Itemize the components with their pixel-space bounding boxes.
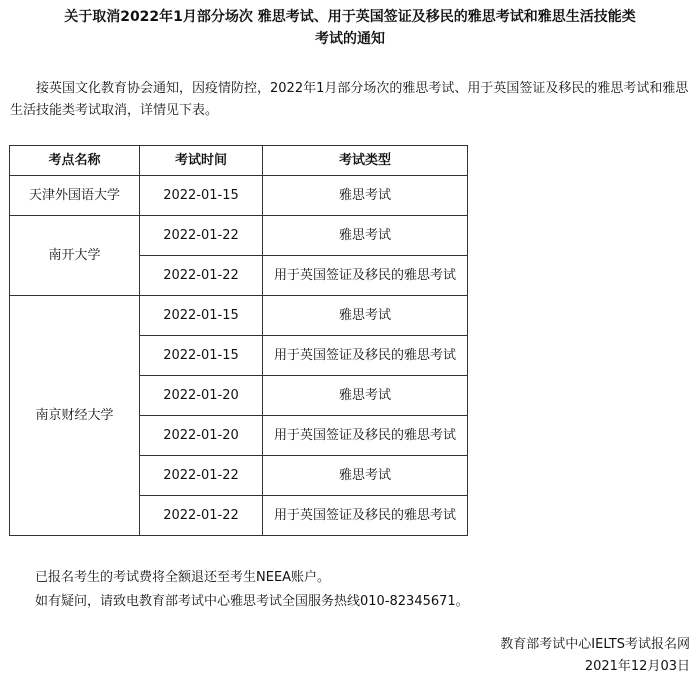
refund-note: 已报名考生的考试费将全额退还至考生NEEA账户。 bbox=[35, 570, 331, 585]
notice-title bbox=[10, 6, 690, 50]
type-cell: 雅思考试 bbox=[263, 176, 468, 216]
type-cell: 雅思考试 bbox=[263, 296, 468, 336]
date-cell: 2022-01-22 bbox=[140, 496, 263, 536]
type-cell: 用于英国签证及移民的雅思考试 bbox=[263, 256, 468, 296]
header-date: 考试时间 bbox=[140, 146, 263, 176]
date-cell: 2022-01-15 bbox=[140, 336, 263, 376]
venue-cell: 天津外国语大学 bbox=[10, 176, 140, 216]
type-cell: 雅思考试 bbox=[263, 216, 468, 256]
table-row bbox=[10, 296, 468, 336]
date-cell: 2022-01-20 bbox=[140, 376, 263, 416]
table-row bbox=[10, 216, 468, 256]
date-cell: 2022-01-22 bbox=[140, 256, 263, 296]
type-cell: 用于英国签证及移民的雅思考试 bbox=[263, 416, 468, 456]
date-cell: 2022-01-22 bbox=[140, 216, 263, 256]
table-header-row bbox=[10, 146, 468, 176]
date-cell: 2022-01-20 bbox=[140, 416, 263, 456]
venue-cell: 南京财经大学 bbox=[10, 296, 140, 536]
issue-date: 2021年12月03日 bbox=[584, 659, 690, 674]
hotline-note: 如有疑问，请致电教育部考试中心雅思考试全国服务热线010-82345671。 bbox=[35, 594, 469, 609]
venue-cell: 南开大学 bbox=[10, 216, 140, 296]
type-cell: 雅思考试 bbox=[263, 376, 468, 416]
issuing-organization: 教育部考试中心IELTS考试报名网 bbox=[500, 637, 690, 652]
type-cell: 雅思考试 bbox=[263, 456, 468, 496]
header-venue: 考点名称 bbox=[10, 146, 140, 176]
table-row bbox=[10, 176, 468, 216]
type-cell: 用于英国签证及移民的雅思考试 bbox=[263, 336, 468, 376]
header-type: 考试类型 bbox=[263, 146, 468, 176]
date-cell: 2022-01-15 bbox=[140, 296, 263, 336]
date-cell: 2022-01-22 bbox=[140, 456, 263, 496]
notice-intro: 接英国文化教育协会通知，因疫情防控，2022年1月部分场次的雅思考试、用于英国签证及移民的雅思考试和雅思生活技能类考试取消，详情见下表。 bbox=[10, 81, 689, 118]
notice-title-line2: 考试的通知 bbox=[315, 31, 385, 47]
type-cell: 用于英国签证及移民的雅思考试 bbox=[263, 496, 468, 536]
notice-title-line1: 关于取消2022年1月部分场次 雅思考试、用于英国签证及移民的雅思考试和雅思生活技能类 bbox=[64, 9, 636, 25]
date-cell: 2022-01-15 bbox=[140, 176, 263, 216]
cancelled-exams-table bbox=[9, 145, 468, 536]
